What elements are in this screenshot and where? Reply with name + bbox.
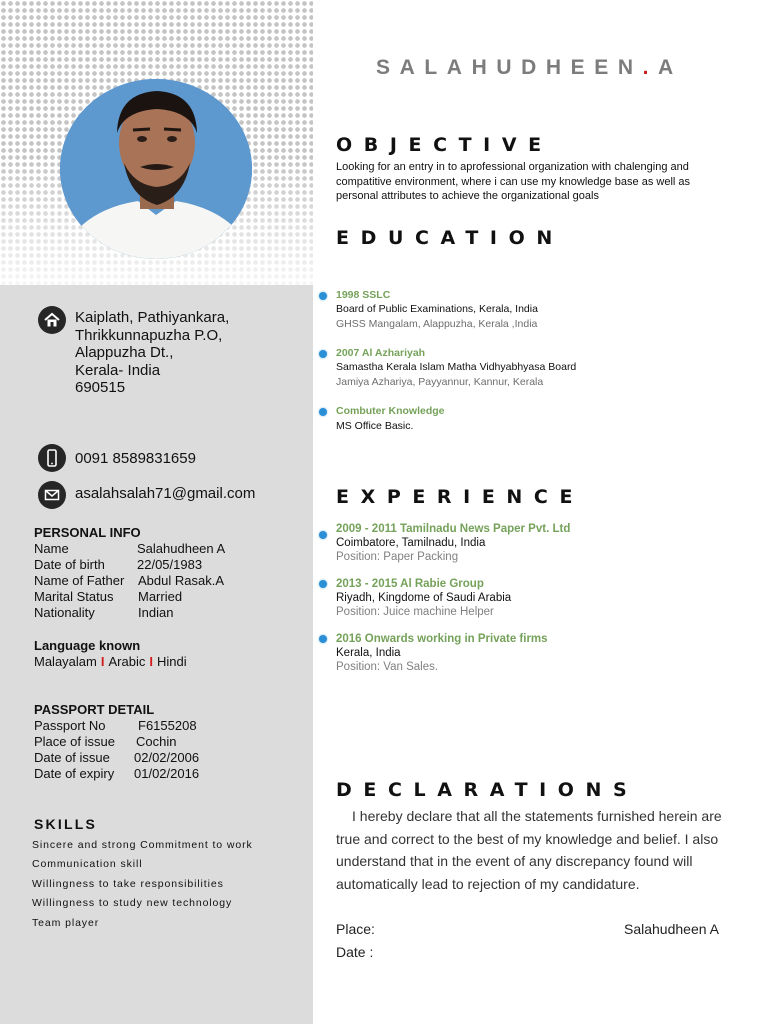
bullet-icon (319, 635, 327, 643)
personal-info-label: Name of Father (34, 573, 125, 588)
home-icon (38, 306, 66, 334)
bullet-icon (319, 580, 327, 588)
personal-info-value: 22/05/1983 (137, 557, 203, 572)
education-title: 2007 Al Azhariyah (336, 347, 426, 359)
passport-label: Date of issue (34, 750, 110, 765)
address-line: 690515 (75, 379, 126, 397)
skills-heading: SKILLS (34, 816, 97, 832)
address-block (75, 309, 229, 397)
skill-item: Communication skill (32, 858, 143, 870)
education-title: 1998 SSLC (336, 289, 391, 301)
personal-info-label: Nationality (34, 605, 95, 620)
skill-item: Team player (32, 917, 100, 929)
personal-info-label: Date of birth (34, 557, 105, 572)
address-line: Thrikkunnapuzha P.O, (75, 326, 223, 344)
email-icon (38, 481, 66, 509)
bullet-icon (319, 408, 327, 416)
experience-position: Position: Van Sales. (336, 661, 439, 673)
education-school: GHSS Mangalam, Alappuzha, Kerala ,India (336, 318, 538, 330)
experience-title: 2013 - 2015 Al Rabie Group (336, 578, 484, 590)
bullet-icon (319, 292, 327, 300)
passport-value: F6155208 (138, 718, 197, 733)
education-heading: EDUCATION (336, 227, 564, 249)
address-line: Kaiplath, Pathiyankara, (75, 309, 230, 326)
language-item: Arabic (108, 654, 146, 669)
phone-icon (38, 444, 66, 472)
languages-heading: Language known (34, 638, 141, 653)
experience-heading: EXPERIENCE (336, 486, 585, 508)
bullet-icon (319, 531, 327, 539)
email-address[interactable]: asalahsalah71@gmail.com (75, 485, 256, 502)
address-line: Alappuzha Dt., (75, 344, 174, 362)
experience-position: Position: Juice machine Helper (336, 606, 494, 618)
experience-title: 2016 Onwards working in Private firms (336, 633, 548, 645)
personal-info-label: Marital Status (34, 589, 114, 604)
experience-title: 2009 - 2011 Tamilnadu News Paper Pvt. Ltd (336, 523, 571, 535)
passport-label: Date of expiry (34, 766, 115, 781)
date-label: Date : (336, 944, 374, 960)
personal-info-label: Name (34, 541, 69, 556)
education-title: Combuter Knowledge (336, 405, 445, 417)
experience-location: Coimbatore, Tamilnadu, India (336, 537, 486, 549)
education-board: Samastha Kerala Islam Matha Vidhyabhyasa Board (336, 361, 577, 373)
personal-info-heading: PERSONAL INFO (34, 525, 141, 540)
passport-value: 02/02/2006 (134, 750, 200, 765)
objective-text: Looking for an entry in to aprofessional organization with chalenging and compatitive environment, where i can use my knowledge base as well as personal attributes to achieve the organizational goals (336, 161, 691, 203)
education-board: Board of Public Examinations, Kerala, India (336, 303, 538, 315)
language-item: Hindi (156, 654, 187, 669)
declaration-text: I hereby declare that all the statements furnished herein are true and correct to the best of my knowledge and belief. I also understand that in the event of any discrepancy found will automatically lead to rejection of my candidature. (336, 808, 722, 892)
language-item: Malayalam (34, 654, 97, 669)
skill-item: Willingness to take responsibilities (32, 878, 224, 890)
personal-info-value: Indian (138, 605, 174, 620)
passport-label: Passport No (34, 718, 106, 733)
phone-number[interactable]: 0091 8589831659 (75, 450, 196, 467)
experience-location: Riyadh, Kingdome of Saudi Arabia (336, 592, 512, 604)
skill-item: Sincere and strong Commitment to work (32, 839, 253, 851)
personal-info-value: Salahudheen A (137, 541, 226, 556)
name-dot: . (642, 56, 659, 79)
bullet-icon (319, 350, 327, 358)
personal-info-value: Married (138, 589, 183, 604)
education-board: MS Office Basic. (336, 420, 414, 432)
passport-value: 01/02/2016 (134, 766, 200, 781)
languages-list (34, 654, 187, 669)
candidate-name: SALAHUDHEEN.A (376, 56, 683, 79)
address-line: Kerala- India (75, 361, 161, 379)
language-separator: I (149, 654, 153, 669)
personal-info-value: Abdul Rasak.A (138, 573, 224, 588)
profile-photo (60, 79, 252, 259)
objective-heading: OBJECTIVE (336, 134, 553, 156)
passport-heading: PASSPORT DETAIL (34, 702, 155, 717)
declarations-heading: DECLARATIONS (336, 779, 639, 801)
signature-name: Salahudheen A (624, 921, 719, 937)
experience-position: Position: Paper Packing (336, 551, 459, 563)
passport-label: Place of issue (34, 734, 115, 749)
skill-item: Willingness to study new technology (32, 897, 233, 909)
experience-location: Kerala, India (336, 647, 401, 659)
passport-value: Cochin (136, 734, 177, 749)
education-school: Jamiya Azhariya, Payyannur, Kannur, Kerala (336, 376, 544, 388)
language-separator: I (100, 654, 105, 669)
place-label: Place: (336, 921, 375, 937)
